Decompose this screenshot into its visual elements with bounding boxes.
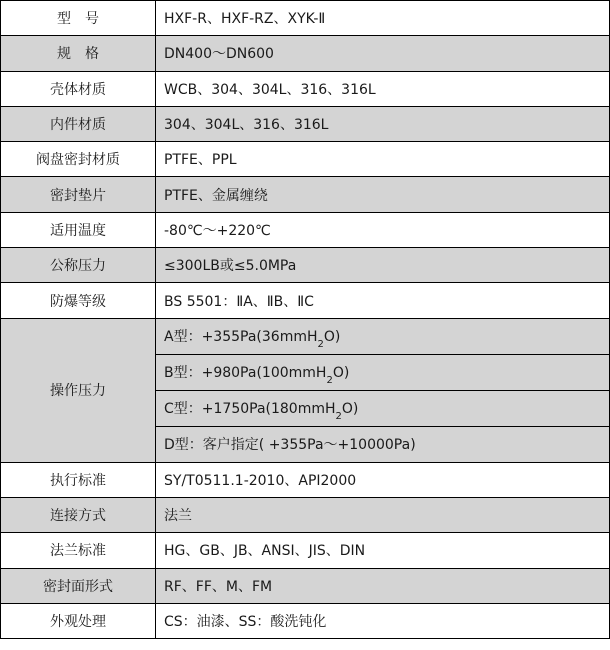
temperature-value: -80℃～+220℃ [156,212,610,247]
gasket-value: PTFE、金属缠绕 [156,177,610,212]
row-operating-pressure-a [1,318,610,354]
row-internal-material [1,106,610,141]
row-model [1,1,610,36]
row-nominal-pressure [1,248,610,283]
row-connection [1,497,610,532]
surface-treatment-label: 外观处理 [1,603,156,638]
row-surface-treatment [1,603,610,638]
operating-pressure-a: A型：+355Pa(36mmH$_2$O) [156,318,610,354]
temperature-label: 适用温度 [1,212,156,247]
flange-standard-label: 法兰标准 [1,533,156,568]
row-body-material [1,71,610,106]
nominal-pressure-label: 公称压力 [1,248,156,283]
internal-material-label: 内件材质 [1,106,156,141]
sealing-face-label: 密封面形式 [1,568,156,603]
sealing-face-value: RF、FF、M、FM [156,568,610,603]
size-value: DN400～DN600 [156,36,610,71]
explosion-grade-value: BS 5501：ⅡA、ⅡB、ⅡC [156,283,610,318]
row-disc-seal-material [1,142,610,177]
operating-pressure-d: D型：客户指定( +355Pa～+10000Pa) [156,426,610,462]
standard-value: SY/T0511.1-2010、API2000 [156,462,610,497]
connection-value: 法兰 [156,497,610,532]
disc-seal-material-value: PTFE、PPL [156,142,610,177]
row-gasket [1,177,610,212]
nominal-pressure-value: ≤300LB或≤5.0MPa [156,248,610,283]
flange-standard-value: HG、GB、JB、ANSI、JIS、DIN [156,533,610,568]
internal-material-value: 304、304L、316、316L [156,106,610,141]
surface-treatment-value: CS：油漆、SS：酸洗钝化 [156,603,610,638]
row-size [1,36,610,71]
gasket-label: 密封垫片 [1,177,156,212]
row-flange-standard [1,533,610,568]
row-standard [1,462,610,497]
model-label: 型 号 [1,1,156,36]
row-sealing-face [1,568,610,603]
size-label: 规 格 [1,36,156,71]
explosion-grade-label: 防爆等级 [1,283,156,318]
model-value: HXF-R、HXF-RZ、XYK-Ⅱ [156,1,610,36]
standard-label: 执行标准 [1,462,156,497]
operating-pressure-label: 操作压力 [1,318,156,462]
operating-pressure-c: C型：+1750Pa(180mmH$_2$O) [156,390,610,426]
disc-seal-material-label: 阀盘密封材质 [1,142,156,177]
row-explosion-grade [1,283,610,318]
body-material-value: WCB、304、304L、316、316L [156,71,610,106]
row-temperature [1,212,610,247]
operating-pressure-b: B型：+980Pa(100mmH$_2$O) [156,354,610,390]
connection-label: 连接方式 [1,497,156,532]
body-material-label: 壳体材质 [1,71,156,106]
